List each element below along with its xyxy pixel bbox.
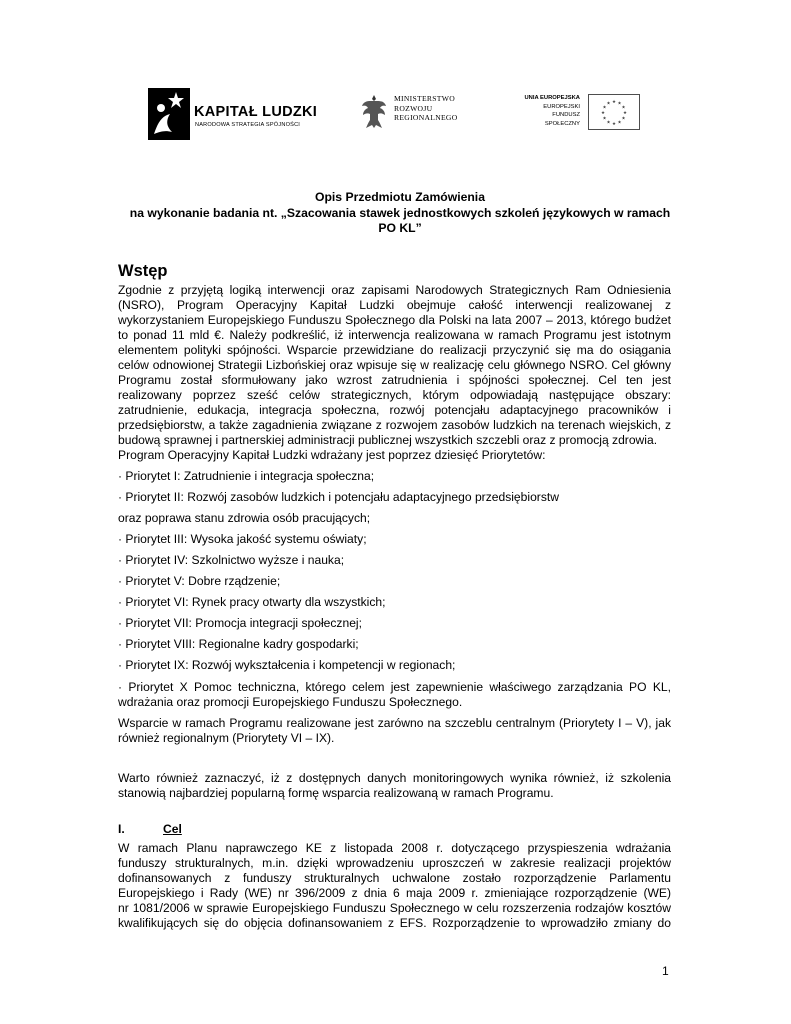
note-line: Warto również zaznaczyć, iż z dostępnych danych monitoringowych wynika również, iż szkolenia: [118, 771, 671, 785]
header-logos: [148, 86, 648, 146]
priority-item: · Priorytet VI: Rynek pracy otwarty dla wszystkich;: [118, 595, 386, 609]
kapital-ludzki-emblem-icon: [148, 88, 190, 140]
priority-10-line: · Priorytet X Pomoc techniczna, którego celem jest zapewnienie właściwego zarządzania PO KL,: [118, 680, 671, 694]
intro-line: budową sprawnej i partnerskiej administracji publicznej wszystkich szczebli oraz z promocją zdrowia.: [118, 433, 658, 448]
intro-line: Programu został sformułowany jako wzrost zatrudnienia i spójności społecznej. Cel ten jest: [118, 373, 671, 388]
support-paragraph: [118, 716, 671, 746]
svg-text:★: ★: [606, 101, 611, 107]
eu-line-1: UNIA EUROPEJSKA: [524, 95, 580, 101]
priority-item: · Priorytet IX: Rozwój wykształcenia i kompetencji w regionach;: [118, 658, 456, 672]
intro-paragraph: [118, 283, 671, 449]
section-heading-wstep: Wstęp: [118, 262, 168, 280]
kapital-ludzki-logo: [148, 86, 318, 144]
priority-item: · Priorytet IV: Szkolnictwo wyższe i nauka;: [118, 553, 345, 567]
note-line: stanowią najbardziej popularną formę wsparcia realizowaną w ramach Programu.: [118, 786, 554, 801]
eu-flag-icon: [588, 94, 640, 130]
cel-paragraph: [118, 841, 671, 931]
svg-text:★: ★: [611, 122, 617, 127]
note-paragraph: [118, 771, 671, 801]
intro-line: elementem polityki spójności. Wsparcie przewidziane do realizacji przyczynić się ma do osiągania: [118, 343, 671, 358]
polish-eagle-icon: [360, 92, 388, 130]
svg-text:★: ★: [602, 105, 607, 111]
support-line: również regionalnym (Priorytety VI – IX).: [118, 731, 335, 746]
priority-item: · Priorytet V: Dobre rządzenie;: [118, 574, 281, 588]
title-line-3: PO KL”: [378, 221, 422, 236]
svg-text:★: ★: [621, 105, 626, 111]
priorities-intro: Program Operacyjny Kapitał Ludzki wdrażany jest poprzez dziesięć Priorytetów:: [118, 448, 546, 462]
intro-line: przedsiębiorstw, a także zagadnienia związane z rozwojem zasobów ludzkich na terenach wiejskich, z: [118, 418, 671, 433]
svg-text:★: ★: [602, 116, 607, 122]
ministry-line-1: MINISTERSTWO: [394, 94, 455, 103]
kapital-ludzki-title: KAPITAŁ LUDZKI: [194, 104, 318, 120]
ministry-line-2: ROZWOJU: [394, 103, 433, 113]
cel-line: dofinansowanych z funduszy strukturalnych uchwalone zostało rozporządzenie Parlamentu: [118, 871, 671, 886]
title-line-1: Opis Przedmiotu Zamówienia: [315, 190, 485, 204]
cel-line: kwalifikujących się do objęcia dofinansowaniem z EFS. Rozporządzenie to wprowadziło zmiany do: [118, 916, 671, 931]
priority-item: · Priorytet III: Wysoka jakość systemu oświaty;: [118, 532, 367, 546]
intro-line: zatrudnienie, edukacja, integracja społeczna, rozwój potencjału adaptacyjnego pracowników i: [118, 403, 671, 418]
intro-line: realizowany poprzez sześć celów strategicznych, którym odpowiadają następujące obszary:: [118, 388, 671, 403]
eu-logo: [516, 94, 646, 134]
svg-text:★: ★: [622, 111, 628, 116]
priority-10-line: wdrażania oraz promocji Europejskiego Funduszu Społecznego.: [118, 695, 463, 710]
svg-text:★: ★: [621, 116, 626, 122]
ministry-logo: [360, 92, 480, 136]
eu-line-2: EUROPEJSKI: [543, 103, 580, 110]
svg-text:★: ★: [606, 120, 611, 126]
intro-line: Zgodnie z przyjętą logiką interwencji oraz zapisami Narodowych Strategicznych Ram Odniesienia: [118, 283, 671, 297]
priority-item: · Priorytet VIII: Regionalne kadry gospodarki;: [118, 637, 359, 651]
priority-item-10: [118, 680, 671, 710]
cel-line: funduszy strukturalnych, m.in. dzięki wprowadzeniu uproszczeń w zakresie realizacji projektów: [118, 856, 671, 871]
svg-text:★: ★: [617, 101, 622, 107]
cel-line: W ramach Planu naprawczego KE z listopada 2008 r. dotyczącego przyspieszenia wdrażania: [118, 841, 671, 855]
priority-item-continuation: oraz poprawa stanu zdrowia osób pracujących;: [118, 511, 371, 525]
svg-text:★: ★: [600, 111, 606, 116]
title-line-2: na wykonanie badania nt. „Szacowania stawek jednostkowych szkoleń językowych w ramach: [129, 205, 671, 220]
priority-item: · Priorytet II: Rozwój zasobów ludzkich i potencjału adaptacyjnego przedsiębiorstw: [118, 490, 559, 504]
eu-line-3: FUNDUSZ SPOŁECZNY: [544, 112, 580, 127]
intro-line: celów odnowionej Strategii Lizbońskiej oraz wpisuje się w realizację celu głównego NSRO. Cel główny: [118, 358, 671, 373]
page-number: 1: [662, 964, 669, 978]
document-title: [100, 190, 700, 237]
intro-line: wykorzystaniem Europejskiego Funduszu Społecznego dla Polski na lata 2007 – 2013, którego budżet: [118, 313, 671, 328]
eu-text: [516, 94, 580, 128]
section-title: Cel: [163, 822, 182, 836]
section-heading-cel: [118, 822, 182, 836]
svg-text:★: ★: [611, 100, 617, 105]
cel-line: Europejskiego i Rady (WE) nr 396/2009 z dnia 6 maja 2009 r. zmieniające rozporządzenie (WE): [118, 886, 671, 901]
cel-line: nr 1081/2006 w sprawie Europejskiego Funduszu Społecznego w celu rozszerzenia rodzajów kosztów: [118, 901, 671, 916]
svg-text:★: ★: [617, 120, 622, 126]
priority-item: · Priorytet VII: Promocja integracji społecznej;: [118, 616, 362, 630]
intro-line: to ponad 11 mld €. Należy podkreślić, iż interwencja realizowana w ramach Programu jest istotnym: [118, 328, 671, 343]
section-number: I.: [118, 822, 125, 836]
intro-line: (NSRO), Program Operacyjny Kapitał Ludzki obejmuje całość interwencji realizowanej z: [118, 298, 671, 313]
ministry-line-3: REGIONALNEGO: [394, 113, 458, 123]
priority-item: · Priorytet I: Zatrudnienie i integracja społeczna;: [118, 469, 375, 483]
support-line: Wsparcie w ramach Programu realizowane jest zarówno na szczeblu centralnym (Priorytety I – V), jak: [118, 716, 671, 730]
kapital-ludzki-subtitle: NARODOWA STRATEGIA SPÓJNOŚCI: [195, 122, 301, 128]
ministry-name: [394, 94, 458, 123]
